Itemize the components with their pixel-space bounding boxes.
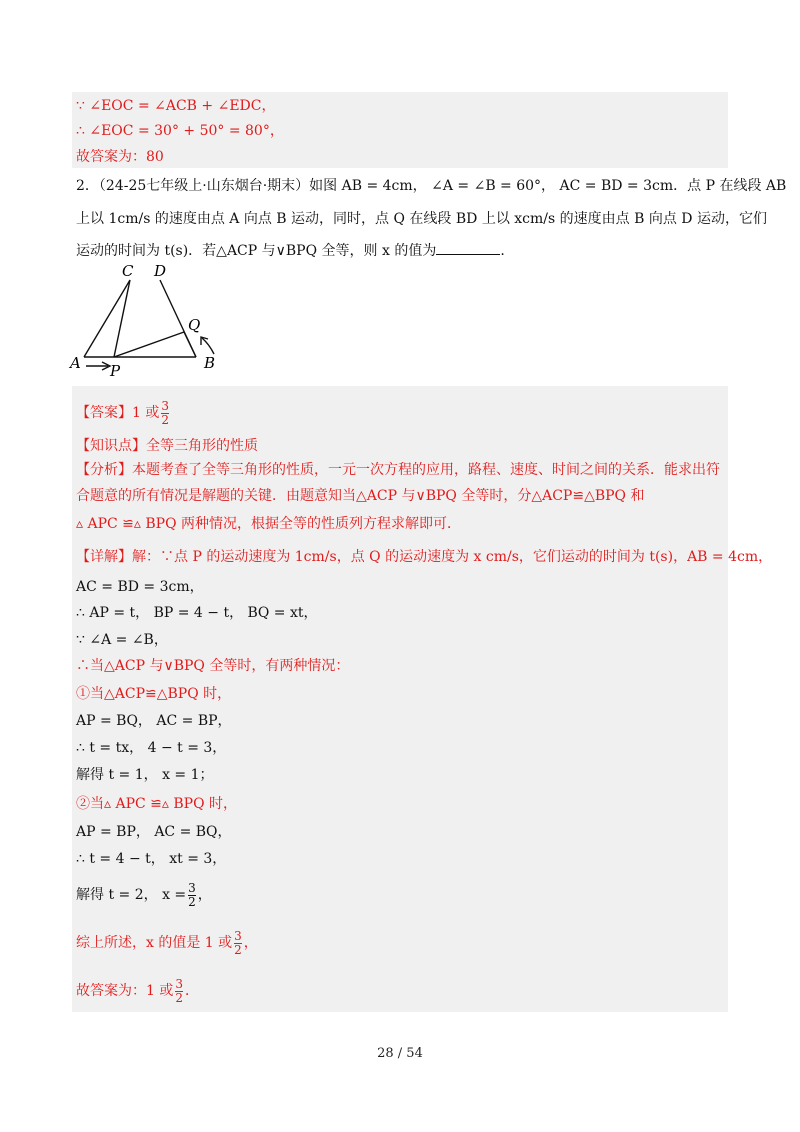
answer-frac-den: 2	[161, 412, 169, 427]
summary-fraction	[234, 930, 242, 957]
label-Q: Q	[188, 316, 201, 334]
question-line-3-end: .	[500, 243, 505, 259]
final-fraction	[175, 978, 183, 1005]
analysis-line-3: ▵ APC ≌▵ BPQ 两种情况，根据全等的性质列方程求解即可．	[76, 516, 462, 532]
top-line-3: 故答案为：80	[76, 149, 164, 165]
label-C: C	[122, 262, 134, 280]
question-line-3-text: 运动的时间为 t(s)．若△ACP 与∨BPQ 全等，则 x 的值为	[76, 243, 437, 259]
summary-frac-num: 3	[234, 928, 242, 943]
detail-line-1: 【详解】解：∵点 P 的运动速度为 1cm/s，点 Q 的运动速度为 x cm/s，它们运动的时间为 t(s)，AB = 4cm，	[76, 549, 773, 565]
answer-fraction	[161, 400, 169, 427]
summary-frac-den: 2	[234, 942, 242, 957]
final-answer-line	[76, 976, 199, 1006]
segment-CP	[114, 280, 130, 357]
case2-fraction	[188, 882, 196, 909]
label-D: D	[154, 262, 167, 280]
answer-frac-num: 3	[161, 398, 169, 413]
answer-blank	[436, 240, 500, 255]
top-line-2: ∴ ∠EOC = 30° + 50° = 80°，	[76, 123, 284, 139]
final-prefix: 故答案为：1 或	[76, 983, 174, 999]
case1-line-c: 解得 t = 1， x = 1；	[76, 767, 214, 783]
question-line-3	[76, 240, 505, 261]
summary-suffix: ，	[243, 935, 258, 951]
label-B: B	[204, 354, 216, 372]
final-frac-num: 3	[175, 976, 183, 991]
question-line-2: 上以 1cm/s 的速度由点 A 向点 B 运动，同时，点 Q 在线段 BD 上以 xcm/s 的速度由点 B 向点 D 运动，它们	[76, 211, 767, 227]
analysis-line-1: 【分析】本题考查了全等三角形的性质，一元一次方程的应用，路程、速度、时间之间的关系．能求出符	[76, 462, 720, 478]
label-P: P	[110, 362, 121, 380]
knowledge-line: 【知识点】全等三角形的性质	[76, 438, 258, 454]
arrow-q-curve	[202, 338, 214, 354]
case1-head: ①当△ACP≌△BPQ 时，	[76, 686, 232, 702]
final-frac-den: 2	[175, 990, 183, 1005]
answer-prefix: 【答案】1 或	[76, 405, 160, 421]
case2-frac-den: 2	[188, 894, 196, 909]
question-line-1: 2．（24-25七年级上·山东烟台·期末）如图 AB = 4cm， ∠A = ∠B = 60°， AC = BD = 3cm．点 P 在线段 AB	[76, 178, 787, 194]
segment-AC	[84, 280, 130, 357]
segment-PQ	[114, 332, 184, 357]
case2-line-c	[76, 880, 212, 910]
final-suffix: ．	[185, 983, 199, 999]
detail-line-5: ∴当△ACP 与∨BPQ 全等时，有两种情况：	[76, 658, 350, 674]
case2-line-a: AP = BP， AC = BQ，	[76, 824, 232, 840]
top-line-1: ∵ ∠EOC = ∠ACB + ∠EDC，	[76, 98, 276, 114]
analysis-line-2: 合题意的所有情况是解题的关键．由题意知当△ACP 与∨BPQ 全等时，分△ACP≌△BPQ 和	[76, 488, 645, 504]
detail-line-2: AC = BD = 3cm，	[76, 579, 204, 595]
case1-line-b: ∴ t = tx， 4 − t = 3，	[76, 740, 227, 756]
case2-c-suffix: ，	[197, 887, 212, 903]
case2-line-b: ∴ t = 4 − t， xt = 3，	[76, 851, 227, 867]
detail-line-4: ∵ ∠A = ∠B，	[76, 632, 168, 648]
case1-line-a: AP = BQ， AC = BP，	[76, 713, 232, 729]
segment-QB	[184, 332, 196, 357]
page-number: 28 / 54	[377, 1046, 423, 1061]
label-A: A	[70, 354, 81, 372]
case2-c-prefix: 解得 t = 2， x =	[76, 887, 187, 903]
summary-prefix: 综上所述，x 的值是 1 或	[76, 935, 233, 951]
case2-head: ②当▵ APC ≌▵ BPQ 时，	[76, 796, 238, 812]
answer-line	[76, 398, 171, 428]
geometry-figure	[64, 262, 234, 382]
summary-line	[76, 928, 258, 958]
case2-frac-num: 3	[188, 880, 196, 895]
detail-line-3: ∴ AP = t， BP = 4 − t， BQ = xt，	[76, 605, 318, 621]
